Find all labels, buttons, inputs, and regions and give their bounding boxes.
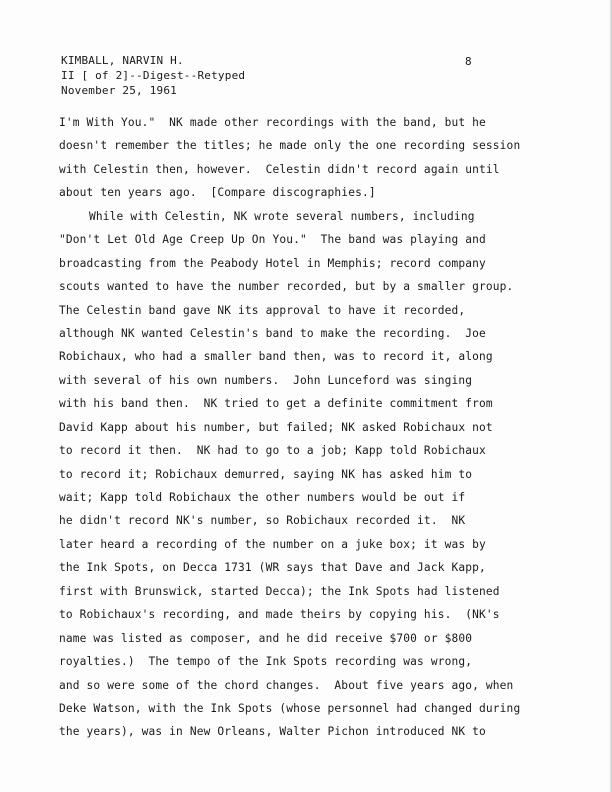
text-line: Robichaux, who had a smaller band then, was to record it, along [59, 350, 493, 364]
text-line: the years), was in New Orleans, Walter Pichon introduced NK to [59, 725, 486, 739]
text-line: and so were some of the chord changes. About five years ago, when [59, 678, 514, 692]
text-line: to record it then. NK had to go to a job; Kapp told Robichaux [59, 444, 486, 458]
text-line: to record it; Robichaux demurred, saying NK has asked him to [59, 467, 473, 481]
text-line: doesn't remember the titles; he made only the one recording session [59, 139, 521, 153]
text-line: he didn't record NK's number, so Robichaux recorded it. NK [59, 514, 466, 528]
text-line: broadcasting from the Peabody Hotel in Memphis; record company [59, 256, 486, 270]
text-line: later heard a recording of the number on a juke box; it was by [59, 537, 486, 551]
paragraph-start-line: While with Celestin, NK wrote several numbers, including [89, 209, 475, 223]
text-line: The Celestin band gave NK its approval to have it recorded, [59, 303, 466, 317]
text-line: with several of his own numbers. John Lunceford was singing [59, 373, 473, 387]
body-text [59, 111, 559, 744]
text-line: with his band then. NK tried to get a definite commitment from [59, 397, 493, 411]
document-header [61, 53, 245, 98]
header-name: KIMBALL, NARVIN H. [61, 54, 184, 67]
text-line: "Don't Let Old Age Creep Up On You." The band was playing and [59, 233, 486, 247]
text-line: name was listed as composer, and he did receive $700 or $800 [59, 631, 473, 645]
text-line: with Celestin then, however. Celestin didn't record again until [59, 162, 500, 176]
text-line: royalties.) The tempo of the Ink Spots recording was wrong, [59, 655, 473, 669]
header-date: November 25, 1961 [61, 84, 177, 97]
page-number: 8 [465, 55, 472, 68]
text-line: David Kapp about his number, but failed; NK asked Robichaux not [59, 420, 493, 434]
text-line: although NK wanted Celestin's band to make the recording. Joe [59, 326, 486, 340]
text-line: the Ink Spots, on Decca 1731 (WR says that Dave and Jack Kapp, [59, 561, 486, 575]
text-line: scouts wanted to have the number recorded, but by a smaller group. [59, 280, 514, 294]
text-line: first with Brunswick, started Decca); the Ink Spots had listened [59, 584, 500, 598]
text-line: about ten years ago. [Compare discographies.] [59, 186, 376, 200]
text-line: I'm With You." NK made other recordings with the band, but he [59, 116, 486, 129]
header-part: II [ of 2]--Digest--Retyped [61, 69, 246, 82]
text-line: wait; Kapp told Robichaux the other numbers would be out if [59, 491, 466, 504]
text-line: Deke Watson, with the Ink Spots (whose personnel had changed during [59, 701, 521, 715]
text-line: to Robichaux's recording, and made theirs by copying his. (NK's [59, 608, 500, 622]
